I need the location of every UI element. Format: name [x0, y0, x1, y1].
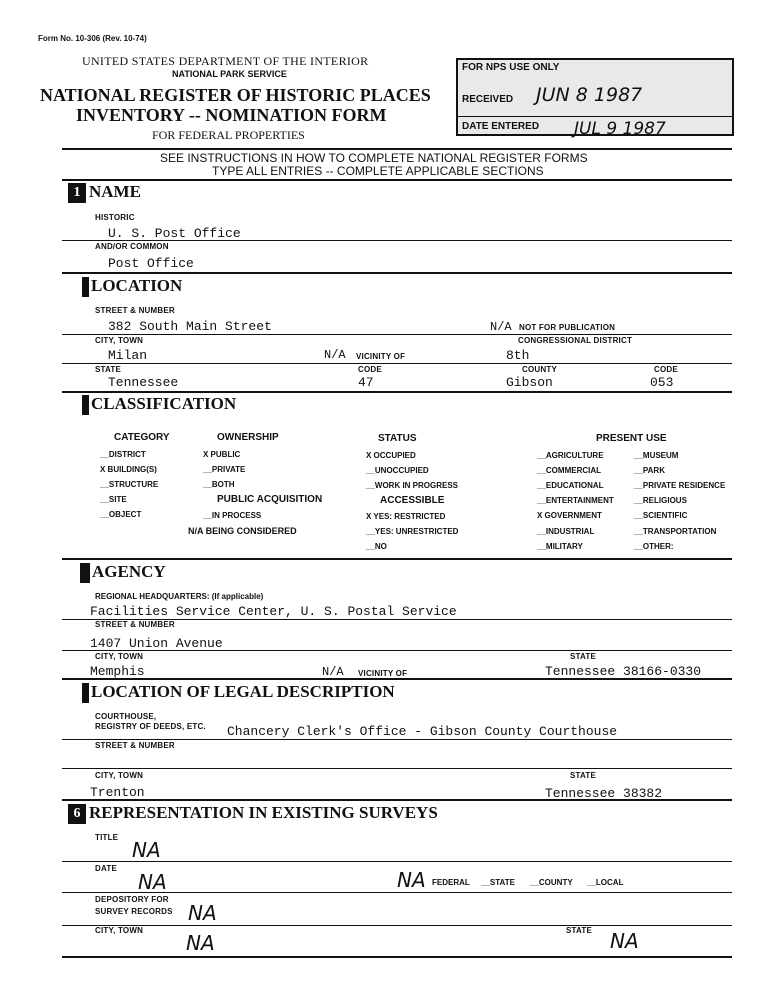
historic-name: U. S. Post Office	[108, 226, 241, 241]
street-value: 382 South Main Street	[108, 319, 272, 334]
section-4-header: AGENCY	[80, 562, 166, 583]
survey-city-label: CITY, TOWN	[95, 926, 144, 935]
form-number: Form No. 10-306 (Rev. 10-74)	[38, 34, 147, 43]
agency-state-value: Tennessee 38166-0330	[545, 664, 702, 679]
received-label: RECEIVED	[462, 94, 514, 105]
survey-city-value: NA	[186, 931, 215, 955]
depository-label-line1: DEPOSITORY FOR	[95, 895, 169, 904]
use-government[interactable]: X GOVERNMENT	[537, 511, 602, 520]
courthouse-label: COURTHOUSE,	[95, 712, 157, 721]
historic-label: HISTORIC	[95, 213, 135, 222]
nfp-value: N/A	[490, 320, 512, 334]
survey-title-label: TITLE	[95, 833, 119, 842]
status-heading: STATUS	[378, 433, 417, 444]
registry-value: Chancery Clerk's Office - Gibson County Courthouse	[227, 724, 618, 739]
instructions-line1: SEE INSTRUCTIONS IN HOW TO COMPLETE NATIONAL REGISTER FORMS	[160, 151, 588, 165]
survey-county[interactable]: __COUNTY	[530, 878, 573, 887]
department-name: UNITED STATES DEPARTMENT OF THE INTERIOR	[82, 54, 369, 68]
common-label: AND/OR COMMON	[95, 242, 169, 251]
status-work-in-progress[interactable]: __WORK IN PROGRESS	[366, 481, 459, 490]
state-label: STATE	[95, 365, 122, 374]
depository-label-line2: SURVEY RECORDS	[95, 907, 173, 916]
use-military[interactable]: __MILITARY	[537, 542, 583, 551]
survey-local[interactable]: __LOCAL	[587, 878, 624, 887]
nps-use-box	[456, 58, 734, 139]
agency-city-value: Memphis	[90, 664, 145, 679]
nps-use-label: FOR NPS USE ONLY	[462, 62, 560, 73]
category-district[interactable]: __DISTRICT	[100, 450, 146, 459]
survey-state-label: STATE	[566, 926, 593, 935]
category-heading: CATEGORY	[114, 432, 170, 443]
section-6-header: 6 REPRESENTATION IN EXISTING SURVEYS	[68, 803, 438, 824]
state-value: Tennessee	[108, 375, 179, 390]
section-1-number: 1	[68, 183, 86, 203]
survey-date-label: DATE	[95, 864, 117, 873]
registry-label: REGISTRY OF DEEDS, ETC.	[95, 722, 206, 731]
ownership-heading: OWNERSHIP	[217, 432, 279, 443]
vicinity-label: VICINITY OF	[356, 352, 406, 361]
use-transportation[interactable]: __TRANSPORTATION	[634, 527, 717, 536]
use-park[interactable]: __PARK	[634, 466, 665, 475]
use-other[interactable]: __OTHER:	[634, 542, 674, 551]
acquisition-heading: PUBLIC ACQUISITION	[217, 494, 323, 505]
received-stamp: JUN 8 1987	[536, 84, 643, 106]
survey-state-value: NA	[610, 929, 639, 953]
vicinity-value: N/A	[324, 348, 346, 362]
legal-street-label: STREET & NUMBER	[95, 741, 175, 750]
form-title-line2: INVENTORY -- NOMINATION FORM	[76, 105, 387, 125]
category-structure[interactable]: __STRUCTURE	[100, 480, 159, 489]
use-religious[interactable]: __RELIGIOUS	[634, 496, 687, 505]
congressional-value: 8th	[506, 348, 530, 363]
use-private-residence[interactable]: __PRIVATE RESIDENCE	[634, 481, 726, 490]
state-code-label: CODE	[358, 365, 382, 374]
status-unoccupied[interactable]: __UNOCCUPIED	[366, 466, 429, 475]
agency-state-label: STATE	[570, 652, 597, 661]
legal-state-value: Tennessee 38382	[545, 786, 663, 801]
section-3-header: CLASSIFICATION	[82, 394, 236, 415]
date-entered-label: DATE ENTERED	[462, 121, 540, 132]
survey-federal-value: NA	[397, 868, 426, 892]
use-scientific[interactable]: __SCIENTIFIC	[634, 511, 688, 520]
hq-label: REGIONAL HEADQUARTERS: (If applicable)	[95, 592, 264, 601]
agency-city-label: CITY, TOWN	[95, 652, 144, 661]
county-value: Gibson	[506, 375, 553, 390]
legal-state-label: STATE	[570, 771, 597, 780]
status-occupied[interactable]: X OCCUPIED	[366, 451, 416, 460]
ownership-both[interactable]: __BOTH	[203, 480, 235, 489]
survey-federal[interactable]: FEDERAL	[432, 878, 470, 887]
federal-properties-label: FOR FEDERAL PROPERTIES	[152, 128, 305, 142]
category-site[interactable]: __SITE	[100, 495, 127, 504]
access-no[interactable]: __NO	[366, 542, 387, 551]
use-industrial[interactable]: __INDUSTRIAL	[537, 527, 595, 536]
section-1-header: 1 NAME	[68, 182, 141, 203]
date-entered-stamp: JUL 9 1987	[574, 119, 666, 139]
use-agriculture[interactable]: __AGRICULTURE	[537, 451, 604, 460]
survey-date-value: NA	[138, 870, 167, 894]
city-value: Milan	[108, 348, 148, 363]
survey-state[interactable]: __STATE	[481, 878, 515, 887]
use-entertainment[interactable]: __ENTERTAINMENT	[537, 496, 614, 505]
depository-value: NA	[188, 901, 217, 925]
county-label: COUNTY	[522, 365, 557, 374]
agency-street-label: STREET & NUMBER	[95, 620, 175, 629]
use-educational[interactable]: __EDUCATIONAL	[537, 481, 604, 490]
section-6-number: 6	[68, 804, 86, 824]
section-5-header: LOCATION OF LEGAL DESCRIPTION	[82, 682, 395, 703]
present-use-heading: PRESENT USE	[596, 433, 667, 444]
access-yes-restricted[interactable]: X YES: RESTRICTED	[366, 512, 446, 521]
access-yes-unrestricted[interactable]: __YES: UNRESTRICTED	[366, 527, 459, 536]
section-2-header: LOCATION	[82, 276, 182, 297]
nfp-label: NOT FOR PUBLICATION	[519, 323, 616, 332]
state-code-value: 47	[358, 375, 374, 390]
acquisition-in-process[interactable]: __IN PROCESS	[203, 511, 262, 520]
category-object[interactable]: __OBJECT	[100, 510, 142, 519]
service-name: NATIONAL PARK SERVICE	[172, 69, 287, 79]
ownership-private[interactable]: __PRIVATE	[203, 465, 246, 474]
hq-value: Facilities Service Center, U. S. Postal Service	[90, 604, 457, 619]
survey-title-value: NA	[132, 838, 161, 862]
acquisition-being-considered[interactable]: N/A BEING CONSIDERED	[188, 526, 297, 536]
accessible-heading: ACCESSIBLE	[380, 495, 445, 506]
agency-street-value: 1407 Union Avenue	[90, 636, 223, 651]
instructions-line2: TYPE ALL ENTRIES -- COMPLETE APPLICABLE SECTIONS	[212, 164, 544, 178]
use-commercial[interactable]: __COMMERCIAL	[537, 466, 602, 475]
agency-vicinity-label: VICINITY OF	[358, 669, 408, 678]
county-code-value: 053	[650, 375, 674, 390]
legal-city-value: Trenton	[90, 785, 145, 800]
street-label: STREET & NUMBER	[95, 306, 175, 315]
common-name: Post Office	[108, 256, 194, 271]
legal-city-label: CITY, TOWN	[95, 771, 144, 780]
form-title-line1: NATIONAL REGISTER OF HISTORIC PLACES	[40, 85, 431, 105]
county-code-label: CODE	[654, 365, 678, 374]
use-museum[interactable]: __MUSEUM	[634, 451, 679, 460]
agency-vicinity-value: N/A	[322, 665, 344, 679]
city-label: CITY, TOWN	[95, 336, 144, 345]
congressional-label: CONGRESSIONAL DISTRICT	[518, 336, 633, 345]
ownership-public[interactable]: X PUBLIC	[203, 450, 241, 459]
category-buildings[interactable]: X BUILDING(S)	[100, 465, 157, 474]
